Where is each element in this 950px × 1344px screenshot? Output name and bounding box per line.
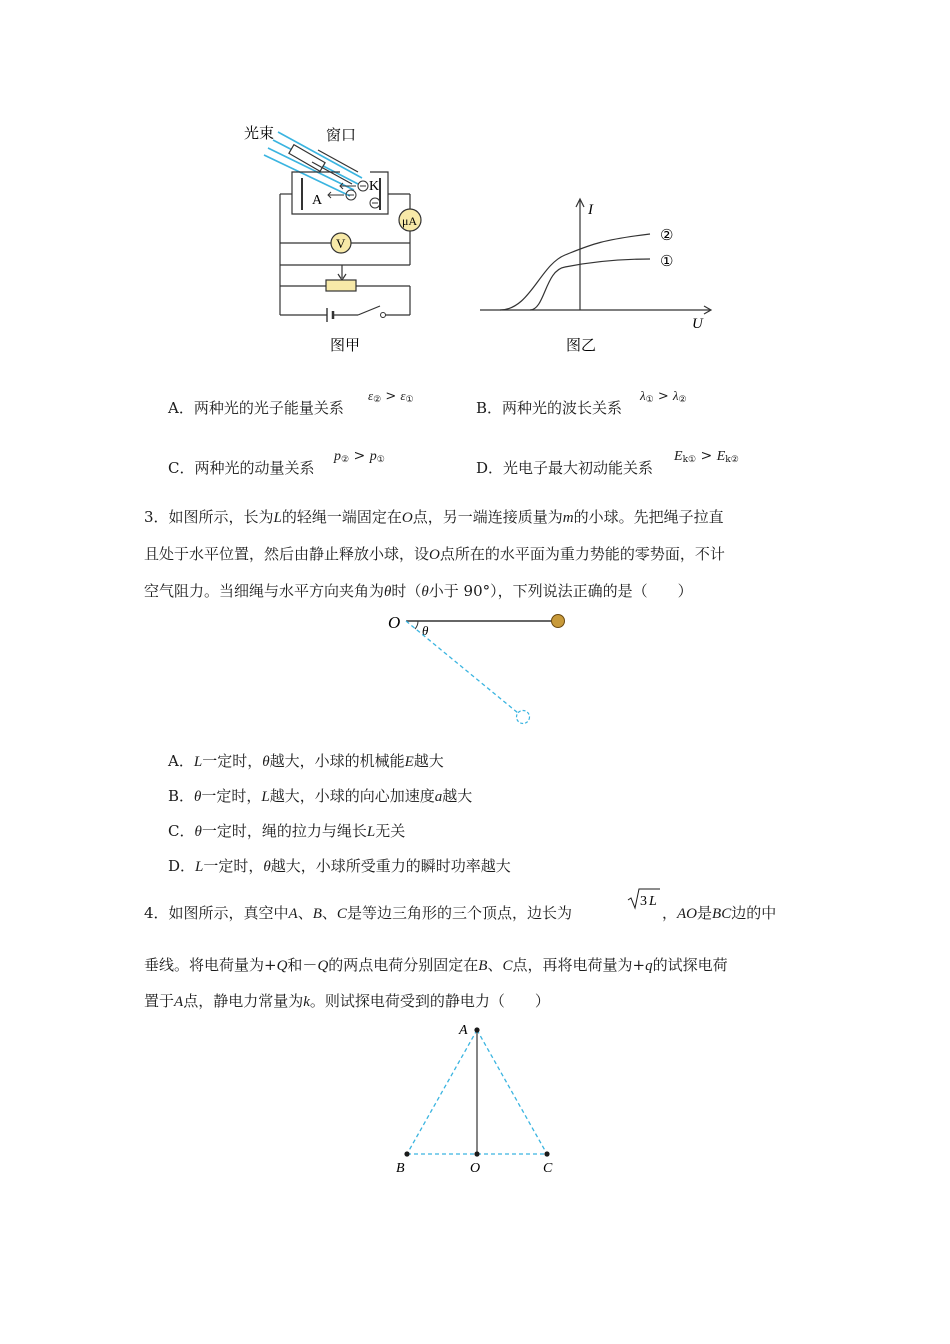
q2-option-A-text: A．两种光的光子能量关系 [168, 399, 344, 417]
q3-l1-L: L [273, 510, 282, 526]
q2-option-D-expr [674, 446, 739, 470]
q2-D-rhs-sub: k② [725, 455, 739, 465]
point-C [544, 1151, 549, 1156]
q3-line-2 [144, 544, 725, 565]
q3-l1-b: 的轻绳一端固定在 [281, 508, 402, 526]
label-voltmeter: V [336, 236, 346, 251]
q3-C-L: L [366, 824, 376, 840]
q4-l1-a: 4．如图所示，真空中 [144, 904, 289, 922]
q4-l3-c: 。则试探电荷受到的静电力（ ） [309, 992, 550, 1010]
q2-B-rhs-sub: ② [678, 395, 687, 405]
q4-fig-O: O [470, 1161, 481, 1176]
q3-A-d: 越大 [413, 752, 444, 770]
q3-B-L: L [261, 789, 270, 805]
label-cathode: K [369, 179, 380, 194]
axis-label-I: I [588, 202, 593, 218]
q3-l1-O: O [401, 510, 413, 526]
q3-A-c: 越大，小球的机械能 [269, 752, 405, 770]
q3-line-1 [144, 507, 724, 528]
q3-A-L: L [193, 754, 203, 770]
q2-A-rhs: ε [400, 388, 406, 403]
q4-l1-A: A [288, 906, 298, 922]
label-light-beam: 光束 [244, 126, 275, 142]
q4-line-1-end [662, 903, 776, 924]
q3-l3-theta2: θ [421, 584, 429, 600]
q3-l3-c: 小于 90°），下列说法正确的是（ ） [428, 582, 693, 600]
q3-B-d: 越大 [442, 787, 473, 805]
circuit-wires [280, 194, 410, 315]
q3-pendulum-figure [380, 608, 580, 728]
q3-B-acc: a [434, 789, 443, 805]
q3-l3-theta: θ [384, 584, 392, 600]
q2-C-lhs: p [334, 449, 341, 464]
q2-C-rel: > [353, 448, 366, 464]
q4-l1-BC: BC [712, 906, 732, 922]
battery [327, 308, 333, 322]
q3-option-A [168, 751, 444, 772]
caption-left: 图甲 [330, 338, 361, 354]
q4-line-3 [144, 991, 550, 1012]
q3-B-c: 越大，小球的向心加速度 [269, 787, 435, 805]
q2-D-lhs-sub: k① [682, 455, 697, 465]
q2-option-B-text: B．两种光的波长关系 [476, 399, 623, 417]
q4-l2-s: 、 [487, 956, 503, 974]
q4-l1-s2: 、 [321, 904, 337, 922]
label-microammeter: μA [402, 214, 418, 228]
q2-option-A [168, 398, 344, 418]
side-AB [407, 1030, 477, 1154]
q4-line-2 [144, 955, 728, 976]
q3-D-b: 一定时， [203, 857, 264, 875]
q4-l2-B: B [478, 958, 488, 974]
q3-l2-b: 点所在的水平面为重力势能的零势面，不计 [439, 545, 725, 563]
q2-option-C-text: C．两种光的动量关系 [168, 459, 315, 477]
q3-fig-theta: θ [422, 623, 429, 638]
q4-l1-AO: AO [677, 906, 698, 922]
q4-l3-k: k [303, 994, 310, 1010]
q4-sqrt-radicand: 3 [640, 894, 647, 909]
q2-B-lhs-sub: ① [645, 395, 654, 405]
q3-A-E: E [404, 754, 414, 770]
q2-C-rhs: p [369, 449, 377, 464]
point-B [404, 1151, 409, 1156]
q2-option-B [476, 398, 622, 418]
q3-B-b: 一定时， [201, 787, 262, 805]
q3-B-a: B． [168, 787, 195, 805]
q4-sqrt-L: L [649, 894, 657, 909]
photoelectric-figure [230, 110, 730, 360]
q4-fig-C: C [543, 1161, 553, 1176]
q2-option-A-expr [368, 386, 414, 410]
q3-l2-a: 且处于水平位置，然后由静止释放小球，设 [144, 545, 430, 563]
q3-C-a: C． [168, 822, 195, 840]
curve-label-1: ① [660, 254, 674, 270]
curve-2 [500, 234, 650, 310]
q2-D-rhs: E [716, 449, 726, 464]
q3-A-b: 一定时， [202, 752, 263, 770]
ball-ghost [517, 711, 530, 724]
q2-A-lhs-sub: ② [373, 395, 382, 405]
ball [552, 615, 565, 628]
side-AC [477, 1030, 547, 1154]
q3-C-c: 无关 [375, 822, 406, 840]
point-A [474, 1027, 479, 1032]
q3-option-B [168, 786, 472, 807]
q2-D-lhs: E [674, 449, 683, 464]
q2-A-lhs: ε [368, 388, 374, 403]
q4-sqrt3L [627, 886, 661, 912]
q3-B-theta: θ [194, 789, 202, 805]
q3-line-3 [144, 581, 693, 602]
q4-l1-C: C [336, 906, 347, 922]
q3-l1-c: 点，另一端连接质量为 [412, 508, 563, 526]
q3-fig-O: O [388, 613, 401, 632]
q4-l2-C: C [502, 958, 513, 974]
q4-line-1 [144, 903, 572, 924]
q2-A-rhs-sub: ① [405, 395, 414, 405]
q4-l3-b: 点，静电力常量为 [183, 992, 304, 1010]
q4-l3-A: A [174, 994, 184, 1010]
q3-C-theta: θ [194, 824, 202, 840]
q3-option-D [168, 856, 511, 877]
axis-label-U: U [692, 316, 703, 332]
iu-graph [480, 199, 711, 314]
curve-1 [530, 259, 650, 310]
q2-D-rel: > [700, 448, 713, 464]
q3-D-theta: θ [263, 859, 271, 875]
q4-l2-c: 的两点电荷分别固定在 [328, 956, 479, 974]
q4-l2-Q: Q [276, 958, 288, 974]
q4-l1-e: 边的中 [731, 904, 777, 922]
q2-A-rel: > [385, 389, 397, 404]
q2-option-B-expr [640, 386, 687, 410]
q4-l3-a: 置于 [144, 992, 175, 1010]
q4-l2-d: 点，再将电荷量为+ [512, 956, 646, 974]
q4-fig-B: B [396, 1161, 405, 1176]
q2-C-lhs-sub: ② [341, 455, 350, 465]
q4-fig-A: A [459, 1023, 468, 1038]
angle-arc [415, 621, 418, 629]
q3-l1-m: m [562, 510, 574, 526]
q3-option-C [168, 821, 405, 842]
q2-option-C-expr [334, 446, 385, 470]
q3-D-c: 越大，小球所受重力的瞬时功率越大 [270, 857, 511, 875]
q4-l1-B: B [312, 906, 322, 922]
q4-l1-b: 是等边三角形的三个顶点，边长为 [346, 904, 572, 922]
q4-l2-Q2: Q [317, 958, 329, 974]
label-anode: A [312, 193, 323, 208]
q4-l2-q: q [645, 958, 653, 974]
point-O [474, 1151, 479, 1156]
curve-label-2: ② [660, 228, 674, 244]
q4-l1-s1: 、 [297, 904, 313, 922]
q3-D-a: D． [168, 857, 196, 875]
q3-l3-b: 时（ [391, 582, 422, 600]
q3-C-b: 一定时，绳的拉力与绳长 [201, 822, 367, 840]
label-window: 窗口 [326, 128, 357, 144]
q2-B-lhs: λ [640, 388, 646, 403]
q3-l1-a: 3．如图所示，长为 [144, 508, 274, 526]
rheostat [326, 280, 356, 291]
q4-l2-e: 的试探电荷 [652, 956, 728, 974]
switch-pivot [381, 313, 386, 318]
q4-l1-c: ， [662, 904, 678, 922]
q4-l2-b: 和－ [287, 956, 318, 974]
q3-D-L: L [195, 859, 204, 875]
q4-l2-a: 垂线。将电荷量为+ [144, 956, 277, 974]
q4-l1-d: 是 [697, 904, 713, 922]
q2-C-rhs-sub: ① [376, 455, 385, 465]
q3-l2-O: O [429, 547, 440, 563]
caption-right: 图乙 [566, 338, 597, 354]
q2-B-rel: > [657, 389, 669, 404]
q4-triangle-figure [390, 1018, 570, 1178]
q2-option-D [476, 458, 653, 478]
q3-l1-d: 的小球。先把绳子拉直 [573, 508, 724, 526]
q3-l3-a: 空气阻力。当细绳与水平方向夹角为 [144, 582, 385, 600]
q3-A-a: A． [168, 752, 194, 770]
q2-option-C [168, 458, 314, 478]
q3-A-theta: θ [262, 754, 270, 770]
q2-option-D-text: D．光电子最大初动能关系 [476, 459, 654, 477]
q2-B-rhs: λ [672, 388, 679, 403]
